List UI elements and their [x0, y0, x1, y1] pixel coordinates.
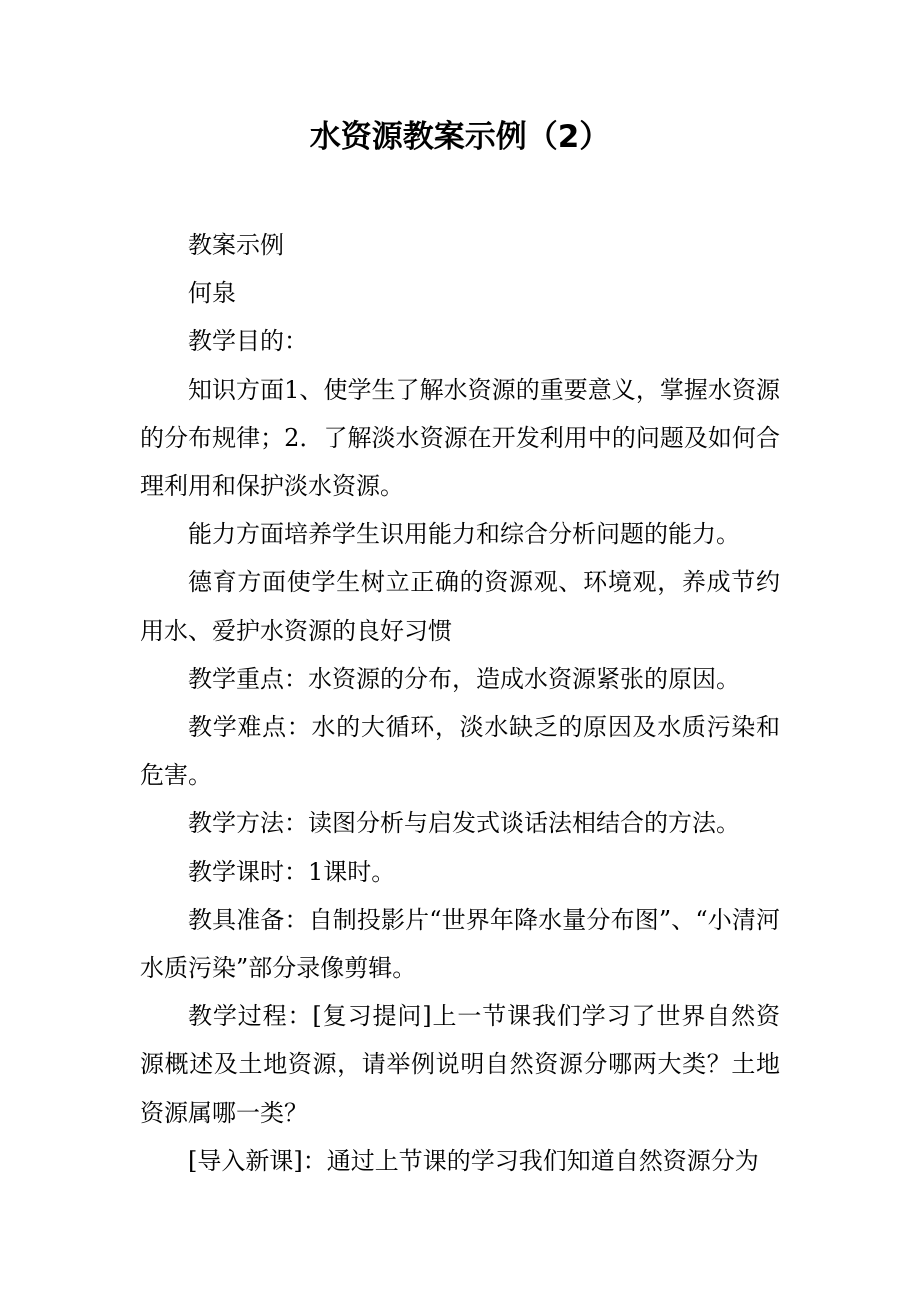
paragraph-methods: 教学方法：读图分析与启发式谈话法相结合的方法。	[188, 809, 740, 838]
paragraph-class-hours: 教学课时：1课时。	[188, 857, 396, 886]
paragraph-teaching-process: 教学过程：[复习提问]上一节课我们学习了世界自然资源概述及土地资源，请举例说明自然资源分哪两大类？土地资源属哪一类？	[140, 1002, 780, 1127]
paragraph-ability-goals: 能力方面培养学生识用能力和综合分析问题的能力。	[188, 520, 740, 549]
paragraph-key-points: 教学重点：水资源的分布，造成水资源紧张的原因。	[188, 664, 740, 693]
document-title: 水资源教案示例（2）	[309, 119, 611, 155]
document-body	[140, 221, 780, 1185]
paragraph-knowledge-goals: 知识方面1、使学生了解水资源的重要意义，掌握水资源的分布规律；2．了解淡水资源在开发利用中的问题及如何合理利用和保护淡水资源。	[140, 375, 780, 501]
paragraph-teaching-aids: 教具准备：自制投影片“世界年降水量分布图”、“小清河水质污染”部分录像剪辑。	[140, 905, 780, 983]
paragraph-teaching-goals-heading: 教学目的：	[188, 327, 308, 356]
paragraph-doc-type: 教案示例	[188, 231, 284, 259]
paragraph-new-lesson-intro: [导入新课]：通过上节课的学习我们知道自然资源分为	[188, 1146, 759, 1175]
paragraph-author: 何泉	[188, 279, 236, 308]
paragraph-moral-goals: 德育方面使学生树立正确的资源观、环境观，养成节约用水、爱护水资源的良好习惯	[140, 568, 780, 645]
paragraph-difficulties: 教学难点：水的大循环，淡水缺乏的原因及水质污染和危害。	[140, 713, 780, 790]
